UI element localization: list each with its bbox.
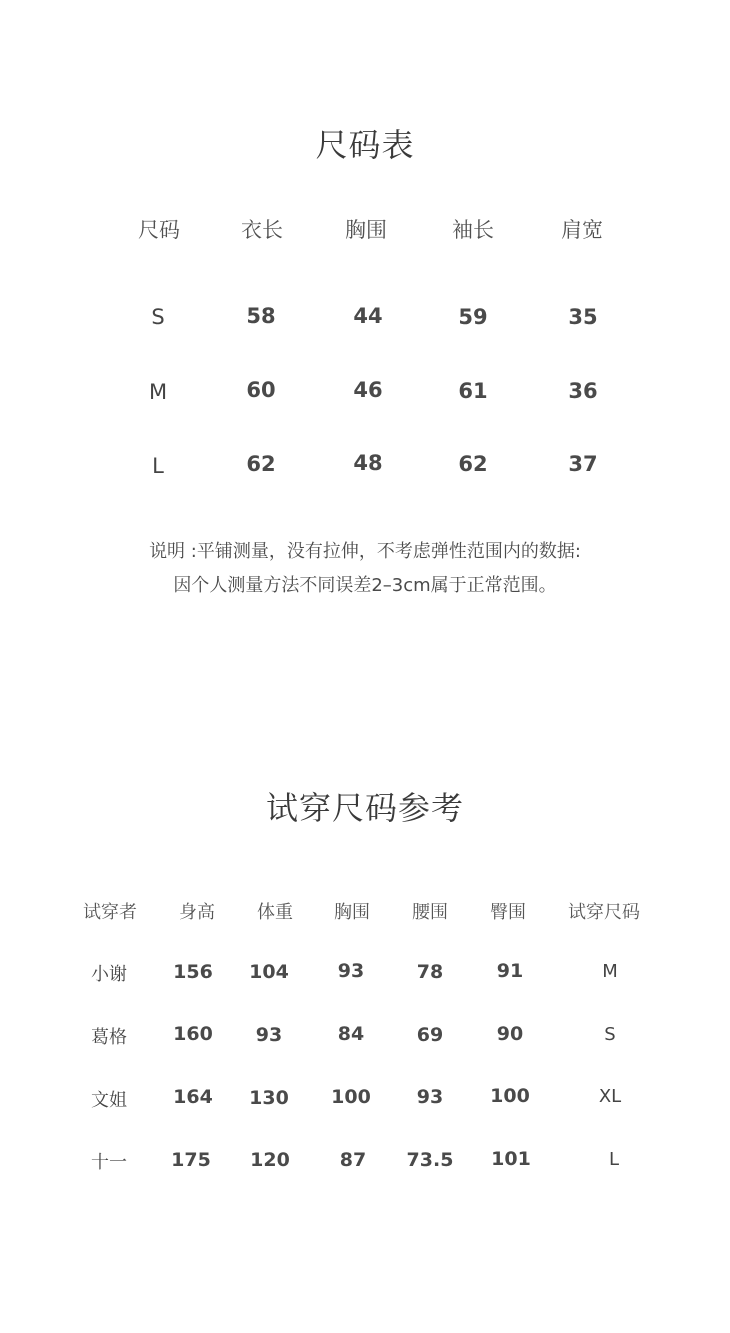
- hip-value: 101: [491, 1148, 531, 1170]
- header-size: 尺码: [138, 218, 180, 242]
- size-label: S: [151, 305, 165, 329]
- header-hip: 臀围: [490, 902, 526, 923]
- header-chest: 胸围: [345, 218, 387, 242]
- tried-size-value: XL: [598, 1086, 622, 1107]
- hip-value: 91: [496, 960, 524, 982]
- tester-name: 文姐: [91, 1090, 127, 1111]
- height-value: 156: [173, 961, 213, 983]
- height-value: 164: [173, 1086, 213, 1108]
- chest-value: 100: [331, 1086, 371, 1108]
- header-weight: 体重: [257, 902, 293, 923]
- tried-size-value: M: [602, 961, 618, 982]
- length-value: 62: [246, 452, 276, 476]
- waist-value: 73.5: [406, 1149, 454, 1171]
- header-tried-size: 试穿尺码: [568, 902, 640, 923]
- waist-value: 69: [416, 1024, 444, 1046]
- chest-value: 87: [339, 1149, 367, 1171]
- header-sleeve: 袖长: [452, 218, 494, 242]
- chest-value: 46: [353, 378, 383, 402]
- chest-value: 84: [337, 1023, 365, 1045]
- length-value: 60: [246, 378, 276, 402]
- tester-name: 葛格: [91, 1027, 127, 1048]
- height-value: 175: [171, 1149, 211, 1171]
- tester-name: 小谢: [91, 964, 127, 985]
- weight-value: 93: [255, 1024, 283, 1046]
- sleeve-value: 62: [458, 452, 488, 476]
- tester-name: 十一: [91, 1152, 127, 1173]
- header-shoulder: 肩宽: [561, 218, 603, 242]
- hip-value: 90: [496, 1023, 524, 1045]
- try-on-title: 试穿尺码参考: [265, 789, 464, 827]
- measurement-note-line2: 因个人测量方法不同误差2–3cm属于正常范围。: [173, 575, 557, 596]
- size-chart-title: 尺码表: [315, 126, 415, 164]
- header-chest: 胸围: [334, 902, 370, 923]
- waist-value: 93: [416, 1086, 444, 1108]
- weight-value: 104: [249, 961, 289, 983]
- sleeve-value: 61: [458, 379, 488, 403]
- shoulder-value: 37: [568, 452, 598, 476]
- header-height: 身高: [179, 902, 215, 923]
- shoulder-value: 36: [568, 379, 598, 403]
- weight-value: 120: [250, 1149, 290, 1171]
- size-label: L: [152, 454, 164, 478]
- waist-value: 78: [416, 961, 444, 983]
- length-value: 58: [246, 304, 276, 328]
- chest-value: 48: [353, 451, 383, 475]
- shoulder-value: 35: [568, 305, 598, 329]
- header-tester: 试穿者: [83, 902, 137, 923]
- hip-value: 100: [490, 1085, 530, 1107]
- sleeve-value: 59: [458, 305, 488, 329]
- chest-value: 44: [353, 304, 383, 328]
- header-waist: 腰围: [412, 902, 448, 923]
- tried-size-value: S: [604, 1024, 616, 1045]
- header-length: 衣长: [241, 218, 283, 242]
- height-value: 160: [173, 1023, 213, 1045]
- size-label: M: [148, 380, 168, 404]
- weight-value: 130: [249, 1087, 289, 1109]
- tried-size-value: L: [608, 1149, 620, 1170]
- measurement-note-line1: 说明 :平铺测量，没有拉伸，不考虑弹性范围内的数据:: [149, 541, 581, 562]
- chest-value: 93: [337, 960, 365, 982]
